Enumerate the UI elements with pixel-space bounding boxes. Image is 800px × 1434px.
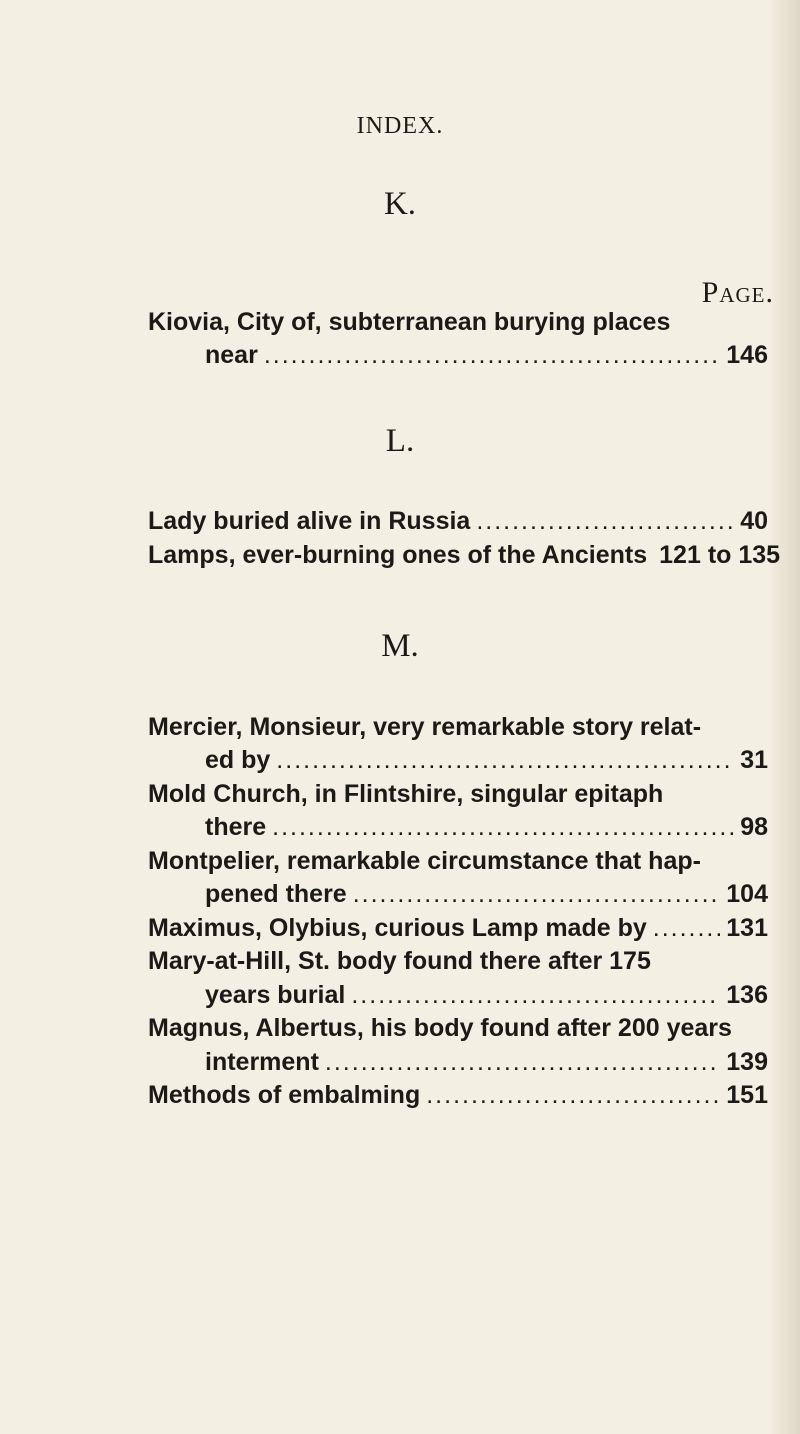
- leader-dots: [426, 1079, 720, 1111]
- entry-text: Kiovia, City of, subterranean burying places: [148, 308, 671, 336]
- page-number: 146: [726, 341, 768, 369]
- leader-dots: [276, 744, 734, 776]
- page-number: 31: [740, 746, 768, 774]
- page-number: 151: [726, 1081, 768, 1109]
- entry-line: [205, 1046, 768, 1078]
- entry-line: [205, 744, 768, 776]
- entry-line: [148, 912, 768, 944]
- entry-text: Lady buried alive in Russia: [148, 507, 471, 535]
- entry-text: interment: [205, 1048, 319, 1076]
- entry-text: Lamps, ever-burning ones of the Ancients: [148, 541, 648, 569]
- leader-dots: [353, 878, 721, 910]
- entry-text: pened there: [205, 880, 347, 908]
- entry-line: [148, 778, 768, 810]
- entry-line: [148, 539, 781, 571]
- entry-line: [148, 505, 768, 537]
- page-column-label: Page.: [701, 276, 774, 309]
- page-number: 136: [726, 981, 768, 1009]
- page-number: 98: [740, 813, 768, 841]
- section-letter-k: K.: [383, 186, 417, 222]
- section-letter-m: M.: [381, 628, 419, 664]
- page-number: 131: [726, 914, 768, 942]
- entry-text: Magnus, Albertus, his body found after 200 years: [148, 1014, 732, 1042]
- leader-dots: [325, 1046, 720, 1078]
- entry-text: Mold Church, in Flintshire, singular epitaph: [148, 780, 664, 808]
- entry-line: [205, 878, 768, 910]
- entry-text: Mercier, Monsieur, very remarkable story relat-: [148, 713, 702, 741]
- section-letter-l: L.: [385, 423, 415, 459]
- page-number: 104: [726, 880, 768, 908]
- page-number: 40: [740, 507, 768, 535]
- leader-dots: [351, 979, 720, 1011]
- leader-dots: [653, 912, 721, 944]
- leader-dots: [476, 505, 734, 537]
- entry-text: near: [205, 341, 258, 369]
- entry-line: [148, 1079, 768, 1111]
- entry-line: [205, 979, 768, 1011]
- entry-text: there: [205, 813, 267, 841]
- entry-text: Montpelier, remarkable circumstance that hap-: [148, 847, 701, 875]
- entry-text: Mary-at-Hill, St. body found there after 175: [148, 947, 651, 975]
- entry-text: ed by: [205, 746, 271, 774]
- page-number: 139: [726, 1048, 768, 1076]
- entry-text: years burial: [205, 981, 346, 1009]
- leader-dots: [264, 339, 720, 371]
- entry-line: [148, 845, 768, 877]
- entry-line: [148, 306, 768, 338]
- entry-line: [205, 339, 768, 371]
- entry-text: Maximus, Olybius, curious Lamp made by: [148, 914, 647, 942]
- entry-line: [148, 711, 768, 743]
- leader-dots: [272, 811, 734, 843]
- entry-text: Methods of embalming: [148, 1081, 421, 1109]
- running-head: INDEX.: [356, 113, 444, 139]
- entry-line: [148, 1012, 768, 1044]
- entry-line: [148, 945, 768, 977]
- entry-line: [205, 811, 768, 843]
- page-number: 121 to 135: [659, 541, 781, 569]
